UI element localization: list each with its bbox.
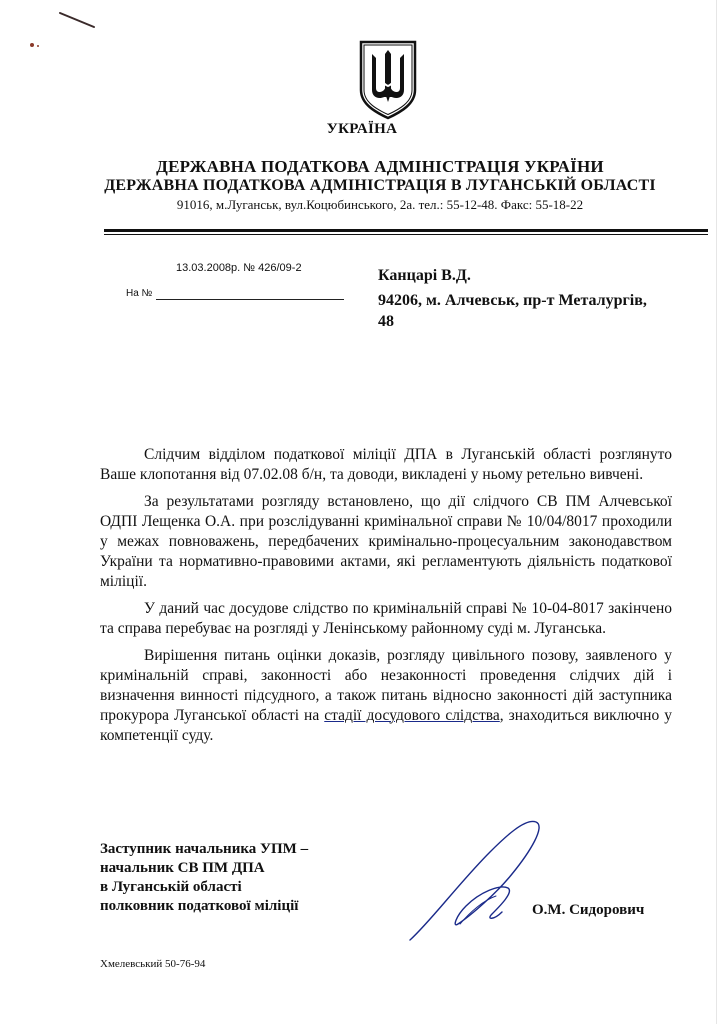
recipient-address-line2: 48 [378, 313, 394, 330]
in-reply-to-label: На № [126, 288, 153, 299]
ukraine-trident-emblem-icon [355, 38, 421, 120]
outgoing-date-number: 13.03.2008р. № 426/09-2 [176, 262, 302, 274]
header-divider-thin [104, 234, 708, 235]
signer-title-line: Заступник начальника УПМ – [100, 841, 309, 857]
body-paragraph: У даний час досудове слідство по кримінальній справі № 10-04-8017 закінчено та справа перебуває на розгляді у Ленінському районному суді м. Луганська. [100, 600, 672, 637]
pen-mark [58, 10, 98, 30]
body-text: Вирішення питань оцінки доказів, розгляду цивільного позову, заявленого у кримінальній справі, законності або незаконності проведення слідчих дій і визначення винності підсудного, а також питань відносно законності дій заступника прокурора Луганської області на [100, 647, 672, 724]
body-text: , знаходиться виключно у компетенції суду. [100, 707, 672, 744]
letter-body [100, 445, 672, 753]
signer-title-line: полковник податкової міліції [100, 898, 299, 914]
signer-name: О.М. Сидорович [532, 902, 645, 918]
recipient-address-line1: 94206, м. Алчевськ, пр-т Металургів, [378, 292, 647, 309]
header-divider-thick [104, 229, 708, 232]
organization-address: 91016, м.Луганськ, вул.Коцюбинського, 2а. тел.: 55-12-48. Факс: 55-18-22 [176, 197, 584, 212]
signer-title-line: в Луганській області [100, 879, 242, 895]
recipient-name: Канцарі В.Д. [378, 267, 471, 284]
executor-contact: Хмелевський 50-76-94 [100, 958, 206, 970]
scan-edge [716, 0, 717, 1024]
organization-subtitle: ДЕРЖАВНА ПОДАТКОВА АДМІНІСТРАЦІЯ В ЛУГАНСЬКІЙ ОБЛАСТІ [104, 177, 656, 194]
handwritten-signature-icon [400, 812, 570, 952]
body-paragraph [100, 646, 672, 746]
in-reply-to-blank-line [156, 299, 344, 300]
country-name: УКРАЇНА [326, 121, 398, 137]
scan-speck [28, 40, 42, 50]
recipient-block [378, 265, 698, 332]
organization-title: ДЕРЖАВНА ПОДАТКОВА АДМІНІСТРАЦІЯ УКРАЇНИ [156, 157, 604, 176]
body-paragraph: Слідчим відділом податкової міліції ДПА в Луганській області розглянуто Ваше клопотання від 07.02.08 б/н, та доводи, викладені у ньому ретельно вивчені. [100, 446, 672, 483]
pen-underlined-phrase: стадії досудового слідства [324, 707, 500, 724]
signer-title-line: начальник СВ ПМ ДПА [100, 860, 265, 876]
body-paragraph: За результатами розгляду встановлено, що дії слідчого СВ ПМ Алчевської ОДПІ Лещенка О.А. при розслідуванні кримінальної справи № 10/04/8017 проходили у межах повноважень, передбачених кримінально-процесуальним законодавством України та нормативно-правовими актами, які регламентують діяльність податкової міліції. [100, 493, 672, 590]
signer-title-block [100, 840, 360, 916]
